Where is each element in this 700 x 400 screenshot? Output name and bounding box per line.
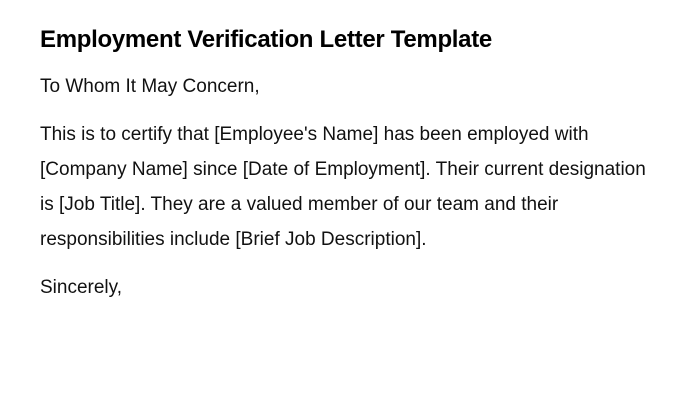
document-title: Employment Verification Letter Template <box>40 26 492 53</box>
letter-body-paragraph: This is to certify that [Employee's Name] has been employed with [Company Name] since [Date of Employment]. Their current designation is [Job Title]. They are a valued member of our team and their responsibilities include [Brief Job Description]. <box>40 124 646 250</box>
letter-closing: Sincerely, <box>40 277 123 298</box>
letter-salutation: To Whom It May Concern, <box>40 76 260 97</box>
